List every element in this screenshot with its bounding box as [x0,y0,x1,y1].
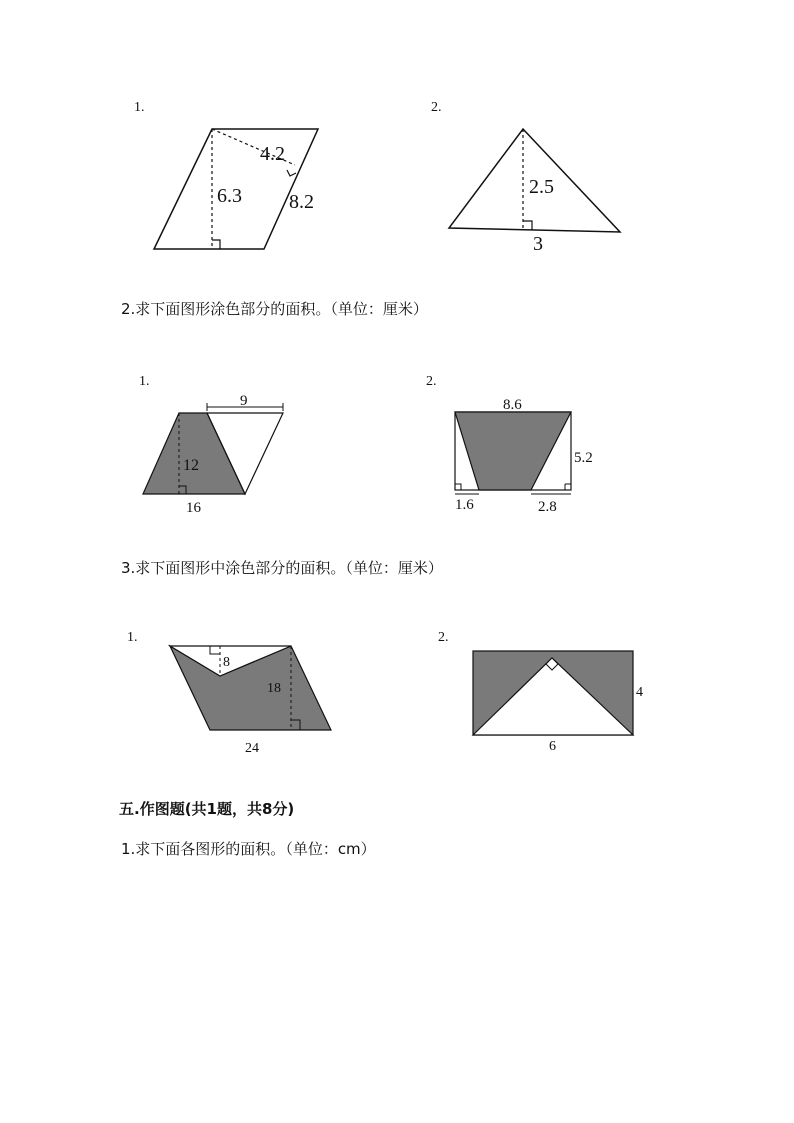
height-label: 6.3 [217,185,242,207]
figure-number: 2. [431,100,442,115]
width-label: 6 [549,739,556,754]
figure-number: 1. [134,100,145,115]
section-5-title: 五.作图题(共1题，共8分) [119,800,295,818]
height-label: 5.2 [574,450,593,466]
height-label: 18 [267,681,281,696]
question-2-title: 2.求下面图形涂色部分的面积。（单位：厘米） [121,300,428,318]
height-label: 12 [183,457,199,474]
base-label: 16 [186,500,201,516]
figure-number: 2. [426,374,437,389]
side-label: 8.2 [289,191,314,213]
figure-number: 1. [139,374,150,389]
base-label: 3 [533,233,543,255]
section-5-question-1: 1.求下面各图形的面积。（单位：cm） [121,840,376,858]
figure-number: 2. [438,630,449,645]
height-label: 4 [636,685,643,700]
question-3-title: 3.求下面图形中涂色部分的面积。（单位：厘米） [121,559,443,577]
diag-label: 4.2 [260,143,285,165]
inner-height-label: 8 [223,655,230,670]
base-label: 24 [245,741,259,756]
figure-number: 1. [127,630,138,645]
left-label: 1.6 [455,497,474,513]
height-label: 2.5 [529,176,554,198]
top-label: 8.6 [503,397,522,413]
top-label: 9 [240,393,248,409]
right-label: 2.8 [538,499,557,515]
